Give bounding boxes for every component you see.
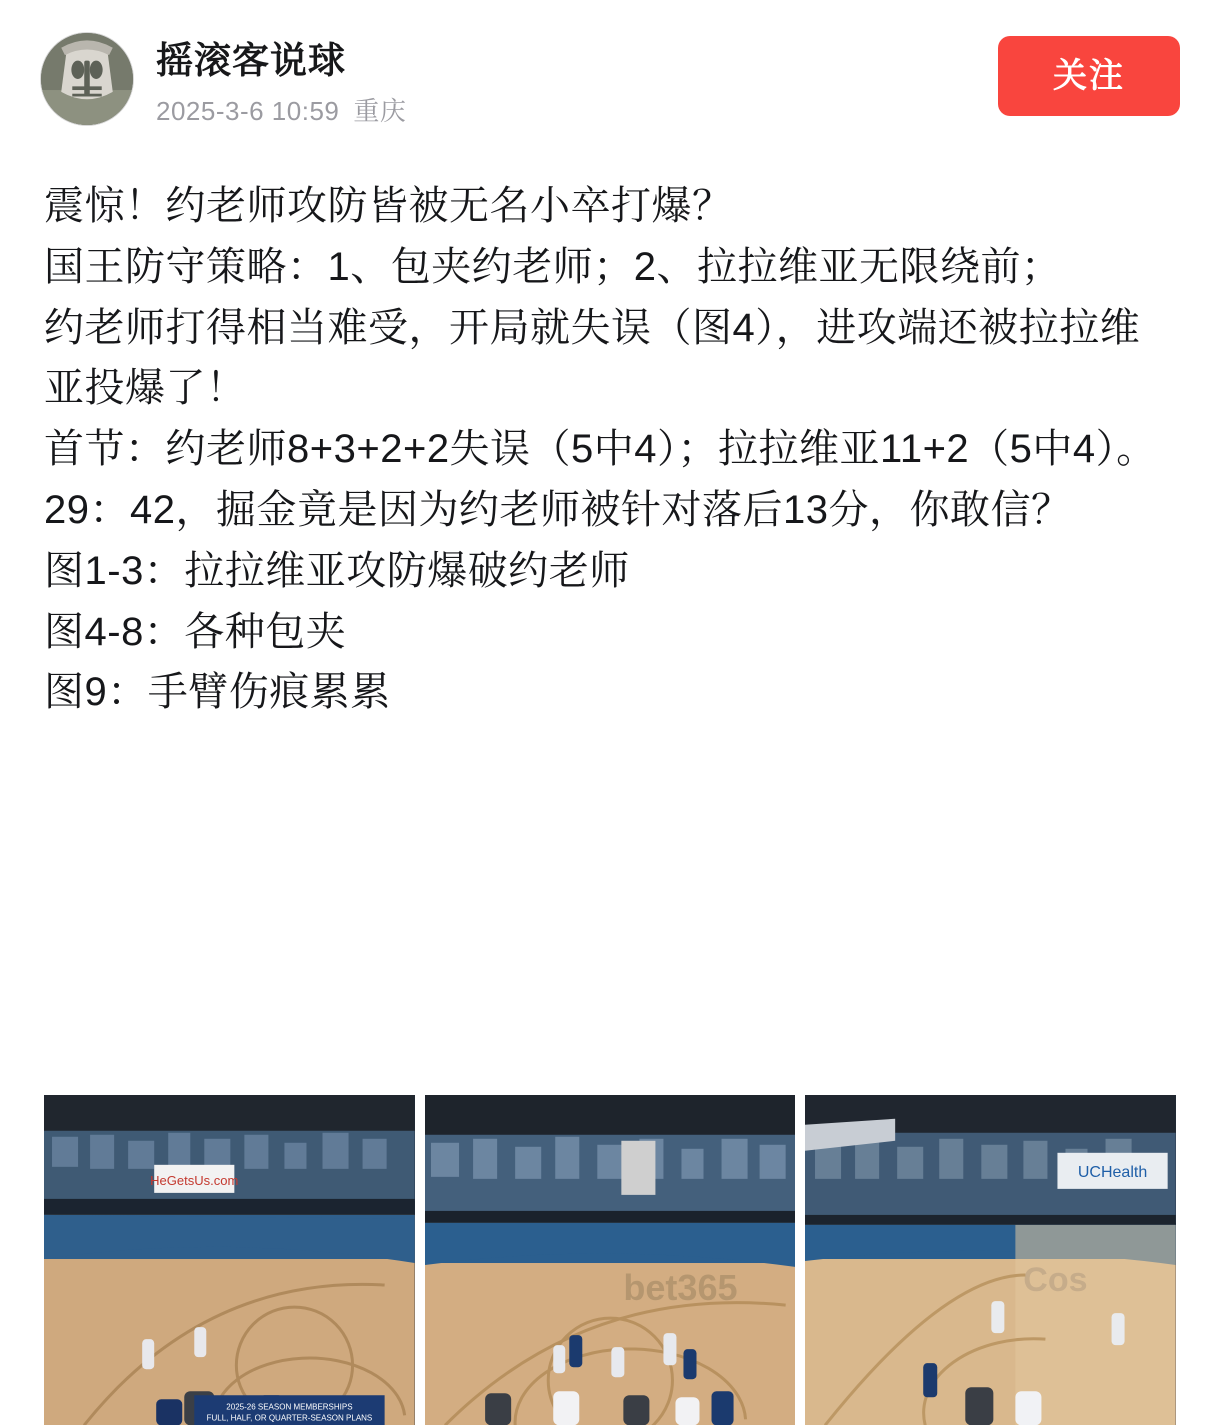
avatar[interactable] bbox=[40, 32, 134, 126]
svg-text:2025-26 SEASON MEMBERSHIPS: 2025-26 SEASON MEMBERSHIPS bbox=[226, 1402, 353, 1412]
svg-text:Cos: Cos bbox=[1023, 1261, 1088, 1300]
content-paragraph-8: 图9：手臂伤痕累累 bbox=[44, 670, 391, 715]
content-paragraph-4: 首节：约老师8+3+2+2失误（5中4）；拉拉维亚11+2（5中4）。 bbox=[44, 427, 1157, 472]
follow-button[interactable]: 关注 bbox=[998, 36, 1180, 116]
content-paragraph-5: 29：42，掘金竟是因为约老师被针对落后13分，你敢信？ bbox=[44, 487, 1072, 532]
author-block bbox=[156, 32, 406, 127]
post-content bbox=[0, 150, 1220, 723]
image-gallery bbox=[44, 1095, 1176, 1425]
content-paragraph-1: 震惊！约老师攻防皆被无名小卒打爆？ bbox=[44, 184, 733, 228]
content-paragraph-2: 国王防守策略：1、包夹约老师；2、拉拉维亚无限绕前； bbox=[44, 244, 1062, 289]
content-paragraph-6: 图1-3：拉拉维亚攻防爆破约老师 bbox=[44, 548, 630, 593]
svg-text:bet365: bet365 bbox=[623, 1267, 738, 1309]
gallery-image-1[interactable] bbox=[44, 1095, 415, 1425]
content-paragraph-3: 约老师打得相当难受，开局就失误（图4），进攻端还被拉拉维亚投爆了！ bbox=[44, 305, 1141, 411]
content-paragraph-7: 图4-8：各种包夹 bbox=[44, 609, 347, 654]
post-meta bbox=[156, 96, 406, 127]
gallery-image-3[interactable] bbox=[805, 1095, 1176, 1425]
author-name[interactable]: 摇滚客说球 bbox=[156, 40, 346, 81]
gallery-image-2[interactable] bbox=[425, 1095, 796, 1425]
post-header bbox=[0, 0, 1220, 150]
svg-text:UCHealth: UCHealth bbox=[1078, 1162, 1148, 1181]
post-location: 重庆 bbox=[353, 96, 407, 127]
svg-text:HeGetsUs.com: HeGetsUs.com bbox=[150, 1172, 239, 1188]
svg-text:FULL, HALF, OR QUARTER-SEASON: FULL, HALF, OR QUARTER-SEASON PLANS bbox=[206, 1413, 373, 1423]
post-timestamp: 2025-3-6 10:59 bbox=[156, 96, 340, 127]
